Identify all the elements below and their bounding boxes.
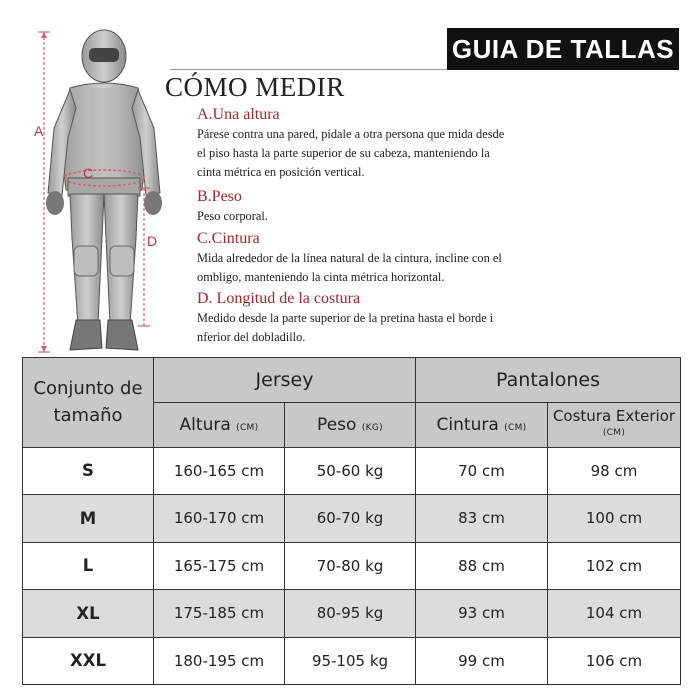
section-waist-line-1: Mida alrededor de la línea natural de la cintura, incline con el: [197, 251, 502, 265]
weight-cell: 80-95 kg: [285, 590, 416, 637]
waist-cell: 93 cm: [416, 590, 548, 637]
section-weight-line-1: Peso corporal.: [197, 209, 268, 223]
outseam-column-header: [548, 402, 681, 447]
height-cell: 175-185 cm: [154, 590, 285, 637]
how-to-measure-title: CÓMO MEDIR: [165, 72, 345, 102]
waist-cell: 88 cm: [416, 542, 548, 589]
section-waist-line-2: ombligo, manteniendo la cinta métrica horizontal.: [197, 270, 445, 284]
section-weight-heading: B.Peso: [197, 188, 242, 205]
table-row: [23, 447, 681, 494]
section-height-heading: A.Una altura: [197, 106, 280, 123]
figure-label-a: A: [34, 123, 44, 139]
height-cell: 180-195 cm: [154, 637, 285, 685]
height-cell: 160-170 cm: [154, 495, 285, 542]
height-column-unit: (CM): [236, 422, 259, 433]
table-row: [23, 542, 681, 589]
waist-cell: 99 cm: [416, 637, 548, 685]
section-weight: [197, 187, 637, 226]
outseam-cell: 98 cm: [548, 447, 681, 494]
section-height: [197, 105, 637, 182]
waist-column-unit: (CM): [504, 422, 527, 433]
section-height-line-2: el piso hasta la parte superior de su cabeza, manteniendo la: [197, 146, 490, 160]
section-outseam-line-1: Medido desde la parte superior de la pretina hasta el borde i: [197, 311, 494, 325]
height-cell: 160-165 cm: [154, 447, 285, 494]
weight-cell: 70-80 kg: [285, 542, 416, 589]
size-cell: XXL: [23, 637, 154, 685]
header-divider: [170, 69, 447, 70]
waist-column-label: Cintura: [436, 414, 499, 435]
weight-cell: 50-60 kg: [285, 447, 416, 494]
size-cell: XL: [23, 590, 154, 637]
section-outseam-heading: D. Longitud de la costura: [197, 290, 361, 307]
section-waist: [197, 229, 637, 287]
section-outseam: [197, 289, 637, 347]
size-cell: L: [23, 542, 154, 589]
pants-group-header: Pantalones: [416, 358, 681, 403]
table-row: [23, 590, 681, 637]
size-guide-banner: GUIA DE TALLAS: [447, 28, 679, 70]
height-column-label: Altura: [179, 414, 231, 435]
size-set-header: [23, 358, 154, 448]
waist-cell: 70 cm: [416, 447, 548, 494]
outseam-column-unit: (CM): [602, 427, 626, 438]
rider-figure: [18, 28, 183, 358]
outseam-cell: 106 cm: [548, 637, 681, 685]
size-cell: S: [23, 447, 154, 494]
weight-cell: 60-70 kg: [285, 495, 416, 542]
weight-cell: 95-105 kg: [285, 637, 416, 685]
figure-label-c: C: [83, 165, 94, 181]
waist-column-header: [416, 402, 548, 447]
height-column-header: [154, 402, 285, 447]
size-cell: M: [23, 495, 154, 542]
helmet-icon: [82, 30, 126, 82]
section-outseam-line-2: nferior del dobladillo.: [197, 330, 306, 344]
section-height-line-3: cinta métrica en posición vertical.: [197, 165, 365, 179]
outseam-column-label: Costura Exterior: [552, 406, 676, 425]
section-waist-heading: C.Cintura: [197, 230, 260, 247]
table-row: [23, 495, 681, 542]
table-row: [23, 637, 681, 685]
size-set-header-line-1: Conjunto de: [33, 378, 143, 400]
outseam-cell: 100 cm: [548, 495, 681, 542]
jersey-group-header: Jersey: [154, 358, 416, 403]
weight-column-header: [285, 402, 416, 447]
waist-cell: 83 cm: [416, 495, 548, 542]
weight-column-unit: (KG): [361, 422, 383, 433]
section-height-line-1: Párese contra una pared, pídale a otra persona que mida desde: [197, 127, 505, 141]
outseam-cell: 104 cm: [548, 590, 681, 637]
size-set-header-line-2: tamaño: [53, 405, 123, 427]
figure-label-d: D: [147, 233, 158, 249]
height-cell: 165-175 cm: [154, 542, 285, 589]
size-chart-table: [22, 357, 681, 685]
weight-column-label: Peso: [317, 414, 357, 435]
outseam-cell: 102 cm: [548, 542, 681, 589]
